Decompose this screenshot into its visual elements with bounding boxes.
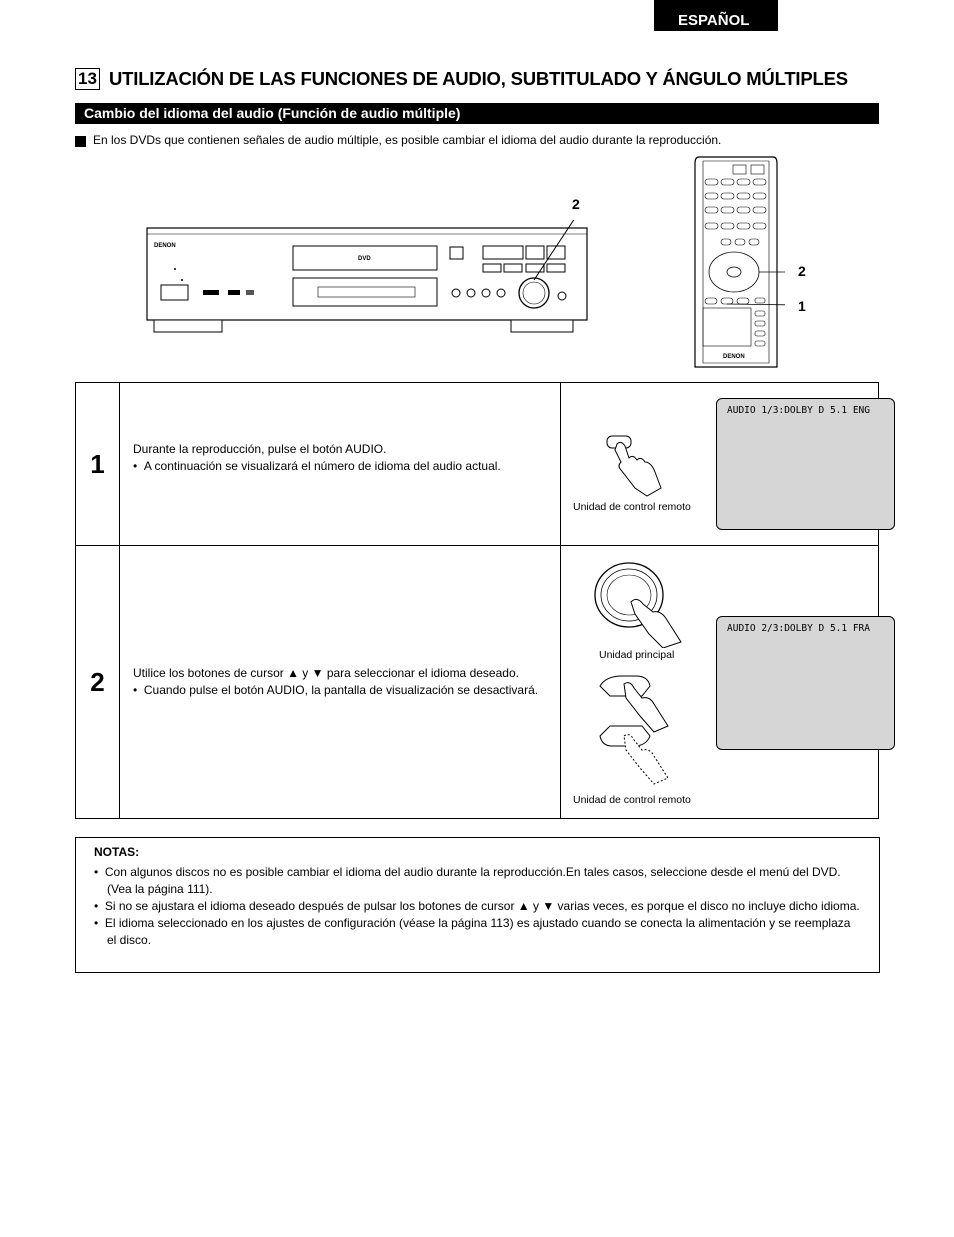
language-tab: ESPAÑOL [654, 0, 778, 31]
note-item: • El idioma seleccionado en los ajustes de configuración (véase la página 113) es ajustado cuando se conecta la alimentación y se reemplaza el disco. [94, 916, 851, 947]
section-title: UTILIZACIÓN DE LAS FUNCIONES DE AUDIO, SUBTITULADO Y ÁNGULO MÚLTIPLES [109, 68, 848, 89]
step-text: Utilice los botones de cursor ▲ y ▼ para seleccionar el idioma deseado. [133, 666, 519, 680]
power-button [161, 285, 188, 300]
caption-remote: Unidad de control remoto [573, 794, 691, 806]
step-description [120, 546, 561, 819]
step-row-1 [76, 383, 879, 546]
note-item: • Con algunos discos no es posible cambiar el idioma del audio durante la reproducción.En tales casos, seleccione desde el menú del DVD.(Vea la página 111). [94, 865, 841, 896]
osd-screen [716, 398, 895, 530]
hand-pressing-cursor-buttons-icon [596, 674, 696, 804]
steps-table [75, 382, 879, 819]
step-row-2 [76, 546, 879, 819]
step-description [120, 383, 561, 546]
hand-turning-dial-icon [591, 558, 691, 648]
step-number: 2 [76, 546, 120, 819]
osd-text: AUDIO 2/3:DOLBY D 5.1 FRA [727, 623, 870, 634]
notes-list [94, 864, 862, 949]
callout-player-2: 2 [572, 196, 580, 212]
step-number: 1 [76, 383, 120, 546]
remote-brand: DENON [723, 354, 745, 360]
osd-text: AUDIO 1/3:DOLBY D 5.1 ENG [727, 405, 870, 416]
osd-screen [716, 616, 895, 750]
dvd-player-illustration [140, 220, 600, 340]
note-item: • Si no se ajustara el idioma deseado después de pulsar los botones de cursor ▲ y ▼ varias veces, es porque el disco no incluye dicho idioma. [94, 899, 860, 913]
step-illustration [561, 546, 879, 819]
player-logo: DVD [358, 256, 371, 262]
notes-box [75, 837, 880, 973]
hand-pressing-audio-icon [599, 428, 679, 498]
step-bullet: • A continuación se visualizará el número de idioma del audio actual. [133, 459, 501, 473]
intro-text: En los DVDs que contienen señales de audio múltiple, es posible cambiar el idioma del audio durante la reproducción. [93, 133, 722, 147]
step-text: Durante la reproducción, pulse el botón AUDIO. [133, 442, 387, 456]
caption-main-unit: Unidad principal [599, 649, 675, 661]
callout-remote-2: 2 [798, 263, 806, 279]
bullet-square-icon [75, 136, 86, 147]
subsection-title: Cambio del idioma del audio (Función de audio múltiple) [75, 103, 879, 124]
callout-remote-1: 1 [798, 298, 806, 314]
step-bullet: • Cuando pulse el botón AUDIO, la pantalla de visualización se desactivará. [133, 683, 539, 697]
remote-audio-button [721, 298, 733, 304]
section-number: 13 [75, 68, 100, 90]
step-illustration [561, 383, 879, 546]
caption-remote: Unidad de control remoto [573, 501, 691, 513]
player-brand: DENON [154, 243, 176, 249]
notes-title: NOTAS: [94, 845, 140, 859]
remote-control-illustration [685, 153, 785, 371]
